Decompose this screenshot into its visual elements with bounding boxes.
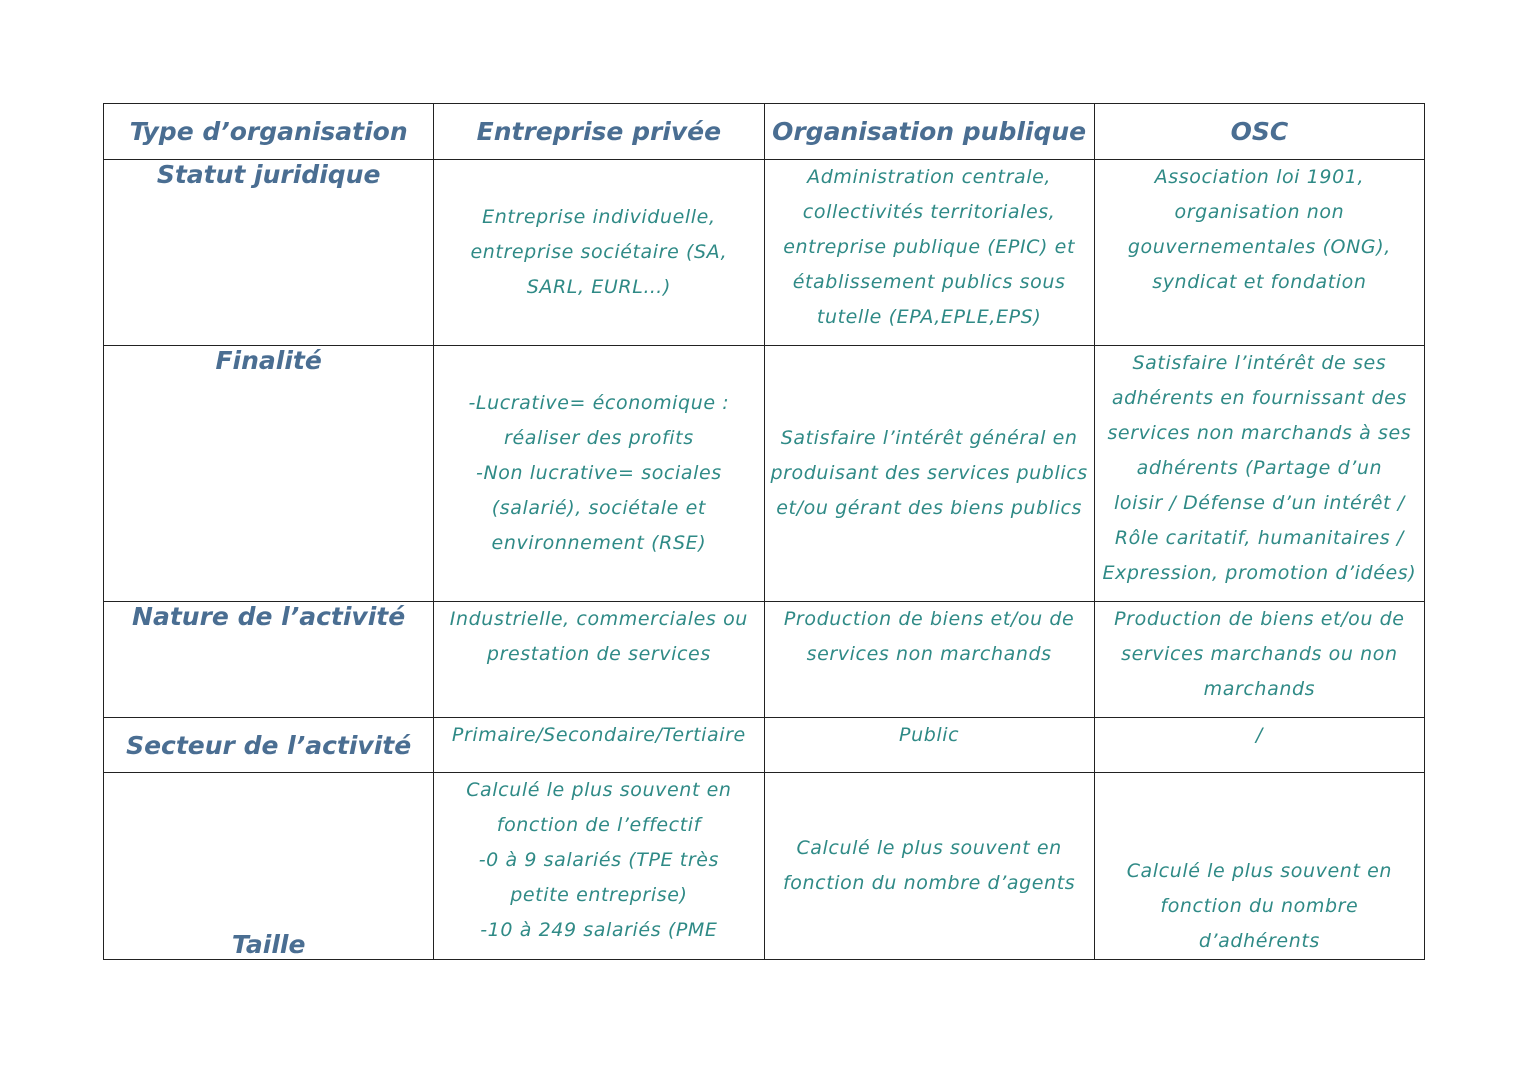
cell-secteur-entreprise: Primaire/Secondaire/Tertiaire — [434, 718, 764, 773]
table-header-row — [104, 104, 1425, 160]
cell-finalite-publique: Satisfaire l’intérêt général en produisant des services publics et/ou gérant des biens publics — [764, 346, 1094, 602]
cell-taille-publique: Calculé le plus souvent en fonction du nombre d’agents — [764, 773, 1094, 960]
table-row-statut-juridique — [104, 160, 1425, 346]
cell-nature-osc: Production de biens et/ou de services marchands ou non marchands — [1094, 602, 1424, 718]
table-row-secteur-activite — [104, 718, 1425, 773]
cell-taille-entreprise: Calculé le plus souvent en fonction de l’effectif -0 à 9 salariés (TPE très petite entreprise) -10 à 249 salariés (PME — [434, 773, 764, 960]
cell-taille-osc: Calculé le plus souvent en fonction du nombre d’adhérents — [1094, 773, 1424, 960]
cell-statut-entreprise: Entreprise individuelle, entreprise sociétaire (SA, SARL, EURL…) — [434, 160, 764, 346]
header-entreprise-privee: Entreprise privée — [434, 104, 764, 160]
table-row-nature-activite — [104, 602, 1425, 718]
row-label-taille: Taille — [104, 773, 434, 960]
cell-statut-osc: Association loi 1901, organisation non gouvernementales (ONG), syndicat et fondation — [1094, 160, 1424, 346]
row-label-finalite: Finalité — [104, 346, 434, 602]
organisation-comparison-table — [103, 103, 1425, 960]
table-row-taille — [104, 773, 1425, 960]
cell-finalite-osc: Satisfaire l’intérêt de ses adhérents en fournissant des services non marchands à ses adhérents (Partage d’un loisir / Défense d’un intérêt / Rôle caritatif, humanitaires / Expression, promotion d’idées) — [1094, 346, 1424, 602]
table-row-finalite — [104, 346, 1425, 602]
header-type-organisation: Type d’organisation — [104, 104, 434, 160]
header-osc: OSC — [1094, 104, 1424, 160]
row-label-statut-juridique: Statut juridique — [104, 160, 434, 346]
row-label-secteur-activite: Secteur de l’activité — [104, 718, 434, 773]
header-organisation-publique: Organisation publique — [764, 104, 1094, 160]
cell-finalite-entreprise: -Lucrative= économique : réaliser des profits -Non lucrative= sociales (salarié), sociétale et environnement (RSE) — [434, 346, 764, 602]
cell-secteur-publique: Public — [764, 718, 1094, 773]
cell-nature-publique: Production de biens et/ou de services non marchands — [764, 602, 1094, 718]
cell-nature-entreprise: Industrielle, commerciales ou prestation de services — [434, 602, 764, 718]
cell-secteur-osc: / — [1094, 718, 1424, 773]
cell-statut-publique: Administration centrale, collectivités territoriales, entreprise publique (EPIC) et établissement publics sous tutelle (EPA,EPLE,EPS) — [764, 160, 1094, 346]
row-label-nature-activite: Nature de l’activité — [104, 602, 434, 718]
